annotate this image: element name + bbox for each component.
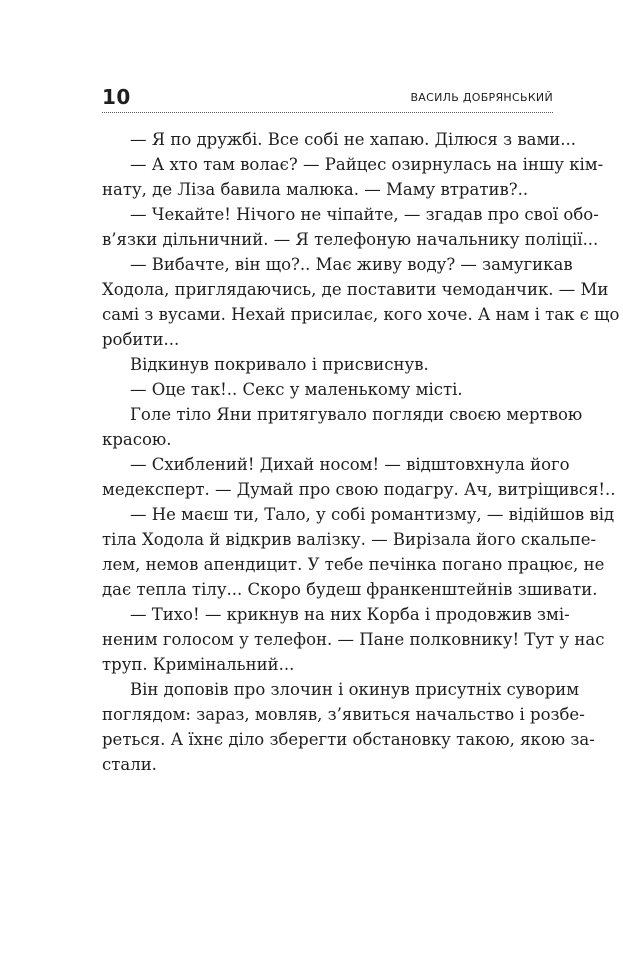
text-line: — Чекайте! Нічого не чіпайте, — згадав про свої обо- [130,205,599,224]
text-line: самі з вусами. Нехай присилає, кого хоче. А нам і так є що [102,305,620,324]
text-line: — Я по дружбі. Все собі не хапаю. Ділюся з вами... [130,130,577,149]
text-line: стали. [102,755,157,774]
running-header: ВАСИЛЬ ДОБРЯНСЬКИЙ [410,91,553,104]
text-line: тіла Ходола й відкрив валізку. — Вирізала його скальпе- [102,530,597,549]
text-line: — А хто там волає? — Райцес озирнулась на іншу кім- [130,155,604,174]
text-line: лем, немов апендицит. У тебе печінка погано працює, не [102,555,605,574]
text-line: реться. А їхнє діло зберегти обстановку такою, якою за- [102,730,595,749]
text-line: нату, де Ліза бавила малюка. — Маму втратив?.. [102,180,529,199]
text-line: — Не маєш ти, Тало, у собі романтизму, — відійшов від [130,505,615,524]
text-line: красою. [102,430,172,449]
text-line: — Схиблений! Дихай носом! — відштовхнула його [130,455,570,474]
text-line: Відкинув покривало і присвиснув. [130,355,429,374]
text-line: Голе тіло Яни притягувало погляди своєю мертвою [130,405,583,424]
text-line: Ходола, приглядаючись, де поставити чемоданчик. — Ми [102,280,609,299]
text-line: — Тихо! — крикнув на них Корба і продовжив змі- [130,605,570,624]
header-rule [102,112,553,113]
body-text [102,127,620,777]
text-line: неним голосом у телефон. — Пане полковнику! Тут у нас [102,630,605,649]
text-line: медексперт. — Думай про свою подагру. Ач, витріщився!.. [102,480,616,499]
text-line: труп. Кримінальний... [102,655,295,674]
text-line: — Оце так!.. Секс у маленькому місті. [130,380,463,399]
text-line: робити... [102,330,180,349]
text-line: поглядом: зараз, мовляв, з’явиться начальство і розбе- [102,705,585,724]
text-line: в’язки дільничний. — Я телефоную начальнику поліції... [102,230,599,249]
page-number: 10 [102,85,131,109]
text-line: — Вибачте, він що?.. Має живу воду? — замугикав [130,255,573,274]
text-line: Він доповів про злочин і окинув присутніх суворим [130,680,580,699]
text-line: дає тепла тілу... Скоро будеш франкенштейнів зшивати. [102,580,598,599]
